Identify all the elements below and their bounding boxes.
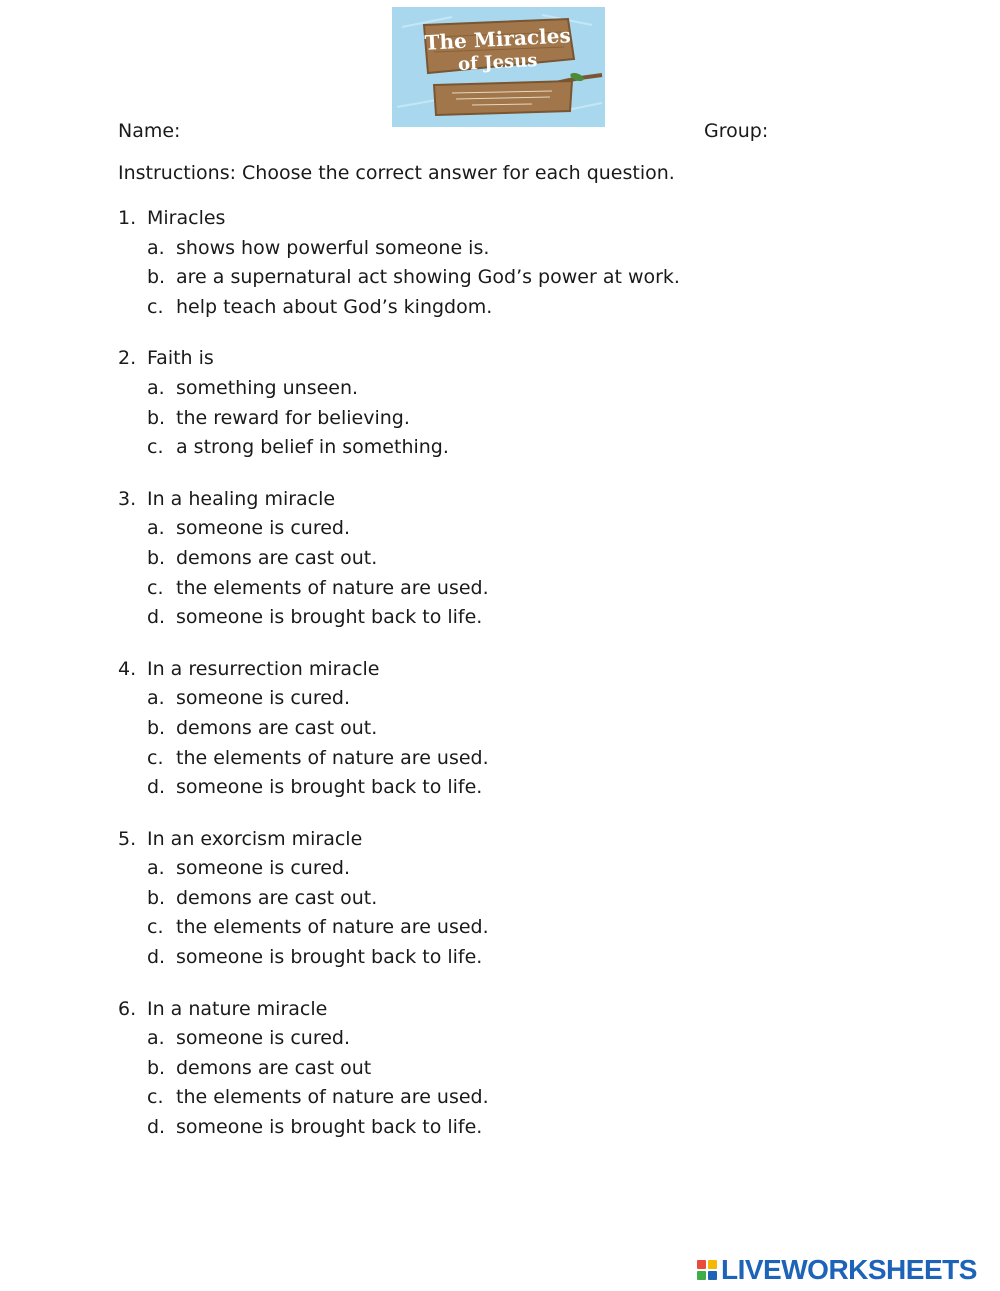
- option-letter: a.: [147, 687, 165, 710]
- question-1: [118, 204, 818, 322]
- logo-text: LIVEWORKSHEETS: [721, 1254, 977, 1285]
- question-text: Faith is: [147, 347, 214, 370]
- answer-option[interactable]: [118, 544, 818, 574]
- option-letter: c.: [147, 436, 164, 459]
- question-stem: [118, 204, 818, 234]
- answer-option[interactable]: [118, 943, 818, 973]
- answer-option[interactable]: [118, 773, 818, 803]
- answer-option[interactable]: [118, 1024, 818, 1054]
- option-text: the reward for believing.: [176, 406, 410, 429]
- question-text: Miracles: [147, 207, 226, 229]
- option-letter: b.: [147, 886, 166, 909]
- question-list: [118, 204, 818, 1165]
- question-text: In a healing miracle: [147, 487, 336, 510]
- option-letter: d.: [147, 606, 166, 629]
- option-letter: a.: [147, 517, 165, 540]
- answer-option[interactable]: [118, 1083, 818, 1113]
- option-letter: b.: [147, 266, 166, 289]
- sign-title-line2: of Jesus: [457, 49, 538, 76]
- liveworksheets-logo-icon: [697, 1260, 717, 1280]
- question-text: In an exorcism miracle: [147, 827, 363, 850]
- question-stem: [118, 485, 818, 515]
- answer-option[interactable]: [118, 374, 818, 404]
- option-text: a strong belief in something.: [176, 436, 449, 459]
- option-text: someone is cured.: [176, 517, 351, 540]
- question-5: [118, 825, 818, 973]
- sign-title-line1: The Miracles: [424, 23, 572, 55]
- question-stem: [118, 825, 818, 855]
- instructions: Instructions: Choose the correct answer for each question.: [118, 162, 675, 184]
- option-letter: c.: [147, 916, 164, 939]
- answer-option[interactable]: [118, 574, 818, 604]
- question-number: 6.: [118, 997, 137, 1020]
- group-label: Group:: [704, 120, 769, 142]
- option-text: demons are cast out.: [176, 716, 378, 739]
- question-stem: [118, 995, 818, 1025]
- answer-option[interactable]: [118, 1054, 818, 1084]
- question-6: [118, 995, 818, 1143]
- option-text: someone is brought back to life.: [176, 776, 483, 799]
- wooden-sign-illustration: [392, 7, 605, 127]
- answer-option[interactable]: [118, 234, 818, 264]
- footer-logo: [697, 1255, 977, 1285]
- option-letter: b.: [147, 1056, 166, 1079]
- option-text: demons are cast out.: [176, 546, 378, 569]
- answer-option[interactable]: [118, 1113, 818, 1143]
- question-number: 1.: [118, 207, 137, 229]
- question-stem: [118, 655, 818, 685]
- option-text: the elements of nature are used.: [176, 746, 489, 769]
- answer-option[interactable]: [118, 684, 818, 714]
- question-3: [118, 485, 818, 633]
- option-letter: a.: [147, 236, 165, 259]
- option-letter: d.: [147, 1116, 166, 1139]
- option-letter: a.: [147, 857, 165, 880]
- question-number: 4.: [118, 657, 137, 680]
- question-4: [118, 655, 818, 803]
- option-letter: d.: [147, 776, 166, 799]
- option-letter: a.: [147, 376, 165, 399]
- answer-option[interactable]: [118, 603, 818, 633]
- option-letter: c.: [147, 295, 164, 318]
- question-2: [118, 344, 818, 462]
- answer-option[interactable]: [118, 433, 818, 463]
- answer-option[interactable]: [118, 714, 818, 744]
- answer-option[interactable]: [118, 744, 818, 774]
- option-letter: a.: [147, 1027, 165, 1050]
- option-letter: d.: [147, 946, 166, 969]
- question-number: 5.: [118, 827, 137, 850]
- option-letter: c.: [147, 746, 164, 769]
- option-text: help teach about God’s kingdom.: [176, 295, 493, 318]
- option-letter: b.: [147, 546, 166, 569]
- question-stem: [118, 344, 818, 374]
- question-text: In a resurrection miracle: [147, 657, 380, 680]
- option-text: are a supernatural act showing God’s power at work.: [176, 266, 680, 289]
- option-text: someone is brought back to life.: [176, 1116, 483, 1139]
- option-text: demons are cast out: [176, 1056, 372, 1079]
- option-text: someone is brought back to life.: [176, 946, 483, 969]
- header-image: [392, 7, 605, 127]
- option-text: someone is cured.: [176, 687, 351, 710]
- option-text: something unseen.: [176, 376, 359, 399]
- option-letter: c.: [147, 1086, 164, 1109]
- option-text: shows how powerful someone is.: [176, 236, 490, 259]
- answer-option[interactable]: [118, 514, 818, 544]
- answer-option[interactable]: [118, 263, 818, 293]
- option-text: demons are cast out.: [176, 886, 378, 909]
- option-text: someone is brought back to life.: [176, 606, 483, 629]
- answer-option[interactable]: [118, 854, 818, 884]
- option-letter: b.: [147, 716, 166, 739]
- option-text: the elements of nature are used.: [176, 916, 489, 939]
- answer-option[interactable]: [118, 293, 818, 323]
- question-text: In a nature miracle: [147, 997, 328, 1020]
- option-text: the elements of nature are used.: [176, 1086, 489, 1109]
- option-text: someone is cured.: [176, 1027, 351, 1050]
- answer-option[interactable]: [118, 404, 818, 434]
- option-text: someone is cured.: [176, 857, 351, 880]
- name-label: Name:: [118, 120, 181, 142]
- option-letter: c.: [147, 576, 164, 599]
- question-number: 2.: [118, 347, 137, 370]
- option-text: the elements of nature are used.: [176, 576, 489, 599]
- question-number: 3.: [118, 487, 137, 510]
- answer-option[interactable]: [118, 884, 818, 914]
- option-letter: b.: [147, 406, 166, 429]
- answer-option[interactable]: [118, 913, 818, 943]
